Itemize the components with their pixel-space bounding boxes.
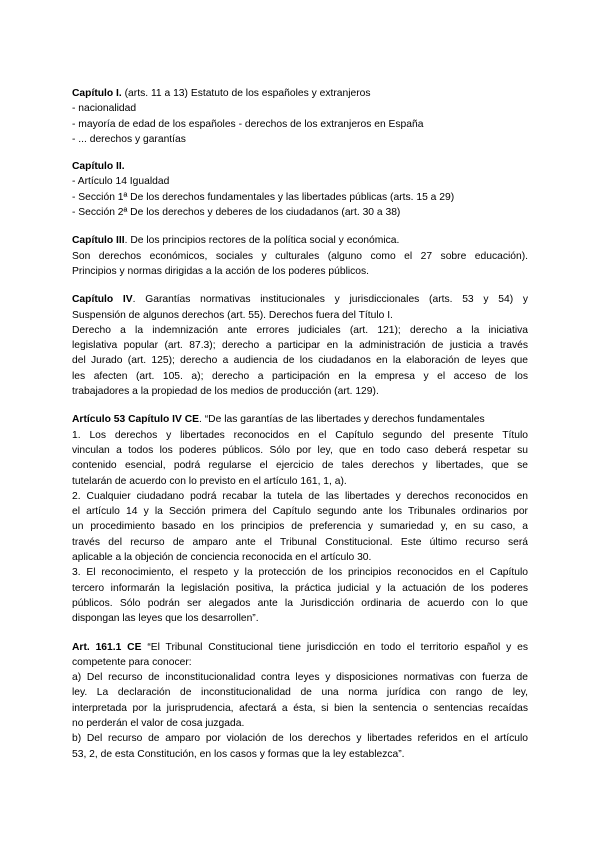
section-heading-rest: . De los principios rectores de la política social y económica. (124, 235, 400, 247)
paragraph-line: contenido esencial, podrá regularse el ejercicio de tales derechos y libertades, que se (72, 460, 528, 472)
paragraph-line: 2. Cualquier ciudadano podrá recabar la tutela de las libertades y derechos reconocidos en (72, 490, 528, 502)
paragraph-line: del Jurado (art. 125); derecho a audiencia de los ciudadanos en la elaboración de leyes que (72, 355, 528, 367)
paragraph-line: vinculan a todos los poderes públicos. Sólo por ley, que en todo caso deberá respetar su (72, 444, 528, 456)
paragraph-line: interpretada por la jurisprudencia, afectará a ésta, si bien la sentencia o sentencias recaídas (72, 702, 528, 714)
paragraph-line: a) Del recurso de inconstitucionalidad contra leyes y disposiciones normativas con fuerza de (72, 672, 528, 684)
paragraph-line: un procedimiento basado en los principios de preferencia y sumariedad y, en su caso, a (72, 521, 528, 533)
section-heading-rest: . “De las garantías de las libertades y derechos fundamentales (199, 414, 485, 426)
section-heading: Capítulo III (72, 235, 125, 247)
list-item: - Sección 2ª De los derechos y deberes de los ciudadanos (art. 30 a 38) (72, 207, 401, 219)
section-heading-rest: (arts. 11 a 13) Estatuto de los españoles y extranjeros (121, 88, 371, 99)
section-heading-line (72, 412, 528, 427)
section-capitulo-ii (72, 159, 528, 220)
section-heading-rest: . Garantías normativas institucionales y jurisdiccionales (arts. 53 y 54) y (132, 294, 528, 306)
paragraph-line: 1. Los derechos y libertades reconocidos en el Capítulo segundo del presente Título (72, 429, 528, 441)
section-capitulo-i (72, 86, 528, 147)
list-item: - ... derechos y garantías (72, 133, 186, 145)
section-articulo-161 (72, 640, 528, 762)
section-heading: Capítulo IV (72, 294, 133, 306)
section-heading-rest: “El Tribunal Constitucional tiene jurisdicción en todo el territorio español y es (141, 641, 528, 653)
paragraph-line: tutelarán de acuerdo con lo previsto en el artículo 161, 1, a). (72, 475, 347, 487)
section-capitulo-iv (72, 292, 528, 399)
paragraph-line: Suspensión de algunos derechos (art. 55). Derechos fuera del Título I. (72, 309, 393, 321)
section-heading: Art. 161.1 CE (72, 641, 142, 653)
section-heading: Artículo 53 Capítulo IV CE (72, 414, 200, 426)
paragraph-line: b) Del recurso de amparo por violación de los derechos y libertades referidos en el artículo (72, 733, 528, 745)
paragraph-line: aplicable a la objeción de conciencia reconocida en el artículo 30. (72, 552, 372, 564)
section-heading: Capítulo I. (72, 88, 122, 99)
section-heading-line (72, 292, 528, 307)
paragraph-line: competente para conocer: (72, 656, 192, 668)
paragraph-line: tercero informarán la legislación positiva, la práctica judicial y la actuación de los poderes (72, 582, 528, 594)
paragraph-line: el artículo 14 y la Sección primera del Capítulo segundo ante los Tribunales ordinarios por (72, 506, 528, 518)
paragraph-line: ley. La declaración de inconstitucionalidad de una norma jurídica con rango de ley, (72, 687, 528, 699)
section-heading-line (72, 233, 528, 248)
paragraph-line: les afecten (art. 105. a); derecho a participación en la empresa y el acceso de los (72, 370, 528, 382)
paragraph-line: 53, 2, de esta Constitución, en los casos y formas que la ley establezca”. (72, 748, 405, 760)
paragraph-line: legislativa popular (art. 87.3); derecho a participar en la administración de justicia a través (72, 340, 528, 352)
section-articulo-53 (72, 412, 528, 626)
paragraph-line: trabajadores a la propiedad de los medios de producción (art. 129). (72, 386, 379, 398)
paragraph-line: públicos. Sólo podrán ser alegados ante la Jurisdicción ordinaria de acuerdo con lo que (72, 597, 528, 609)
list-item: - nacionalidad (72, 103, 137, 115)
section-heading-line (72, 640, 528, 655)
paragraph-line: Son derechos económicos, sociales y culturales (alguno como el 27 sobre educación). (72, 250, 528, 262)
list-item: - Artículo 14 Igualdad (72, 176, 170, 188)
section-heading-line (72, 159, 528, 174)
section-heading: Capítulo II. (72, 161, 125, 173)
paragraph-line: 3. El reconocimiento, el respeto y la protección de los principios reconocidos en el Capítulo (72, 567, 528, 579)
paragraph-line: no perderán el valor de cosa juzgada. (72, 717, 245, 729)
section-heading-line (72, 86, 528, 101)
paragraph-line: Derecho a la indemnización ante errores judiciales (art. 121); derecho a la iniciativa (72, 324, 528, 336)
section-capitulo-iii (72, 233, 528, 279)
paragraph-line: Principios y normas dirigidas a la acción de los poderes públicos. (72, 265, 370, 277)
list-item: - Sección 1ª De los derechos fundamentales y las libertades públicas (arts. 15 a 29) (72, 191, 455, 203)
list-item: - mayoría de edad de los españoles - derechos de los extranjeros en España (72, 118, 424, 130)
paragraph-line: través del recurso de amparo ante el Tribunal Constitucional. Este último recurso será (72, 536, 528, 548)
paragraph-line: dispongan las leyes que los desarrollen”. (72, 613, 259, 625)
